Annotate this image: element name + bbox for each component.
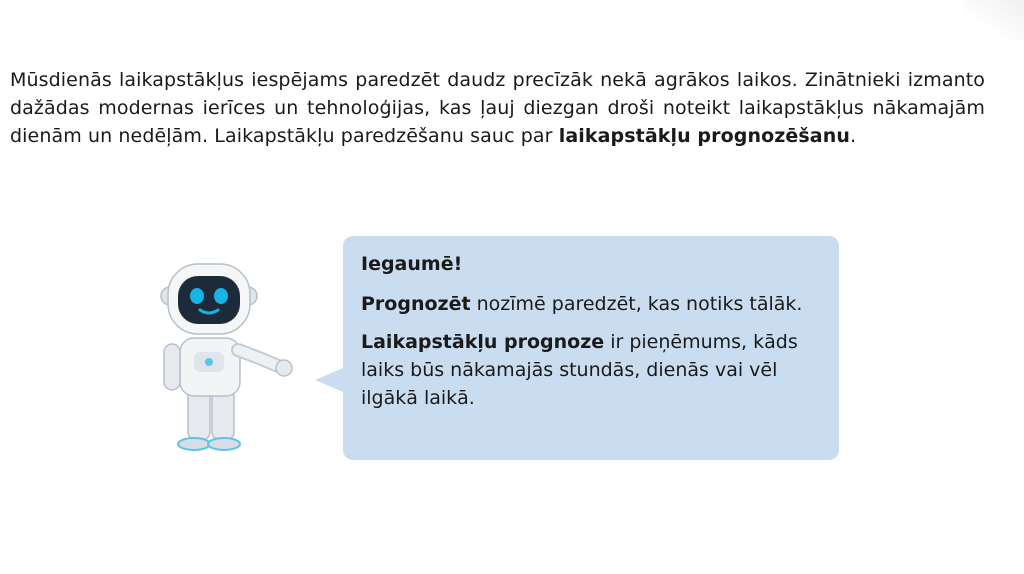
- callout-heading: Iegaumē!: [361, 253, 463, 275]
- definition-text: ir pieņēmums, kāds laiks būs nākamajās stundās, dienās vai vēl ilgākā laikā.: [361, 331, 798, 409]
- intro-text: Mūsdienās laikapstākļus iespējams paredzēt daudz precīzāk nekā agrākos laikos. Zinātnieki izmanto dažādas modernas ierīces un tehnoloģijas, kas ļauj diezgan droši noteikt laikapstākļus nākamajām dienām un nedēļām. Laikapstākļu paredzēšanu sauc par: [10, 69, 985, 147]
- remember-callout: [343, 236, 839, 460]
- corner-decoration: [964, 0, 1024, 40]
- intro-text-end: .: [849, 125, 857, 147]
- definition-text: nozīmē paredzēt, kas notiks tālāk.: [470, 293, 803, 315]
- robot-mascot-icon: [150, 258, 300, 458]
- definition-term: Laikapstākļu prognoze: [361, 331, 605, 353]
- definition-prognozet: [361, 290, 821, 318]
- intro-bold-term: laikapstākļu prognozēšanu: [558, 125, 850, 147]
- intro-paragraph: [10, 66, 985, 150]
- definition-term: Prognozēt: [361, 293, 471, 315]
- definition-laikapstaklu-prognoze: [361, 328, 821, 412]
